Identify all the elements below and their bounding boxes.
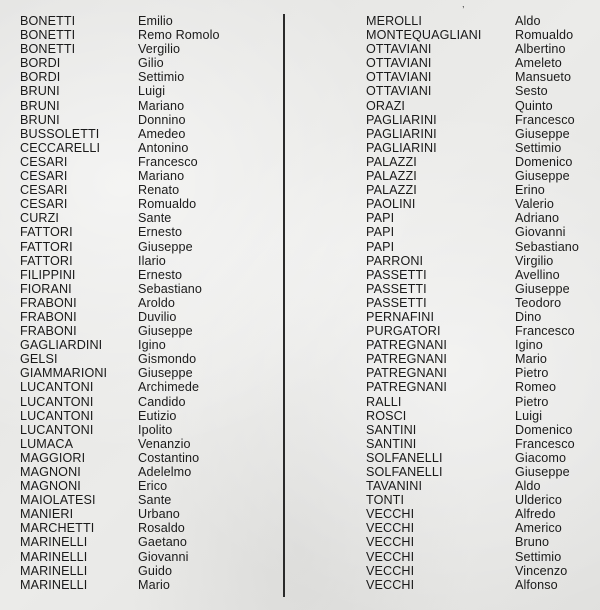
- given-name: Gilio: [138, 56, 164, 71]
- given-name: Adelelmo: [138, 465, 192, 479]
- surname: FRABONI: [20, 309, 77, 324]
- surname: VECCHI: [366, 563, 415, 578]
- surname: OTTAVIANI: [366, 42, 432, 57]
- given-name: Alfonso: [515, 577, 558, 592]
- surname: CESARI: [20, 154, 68, 169]
- given-name: Giovanni: [515, 225, 566, 240]
- surname: BORDI: [20, 70, 61, 85]
- surname: PAPI: [366, 225, 395, 240]
- given-name: Domenico: [515, 422, 573, 437]
- surname: MARINELLI: [20, 563, 88, 578]
- given-name: Renato: [138, 183, 180, 198]
- surname: CESARI: [20, 183, 68, 198]
- column-divider: [283, 14, 285, 597]
- given-name: Luigi: [515, 408, 543, 423]
- surname: MARINELLI: [20, 535, 88, 550]
- given-name: Venanzio: [138, 436, 191, 451]
- surname: MARINELLI: [20, 577, 88, 592]
- given-name: Mariano: [138, 98, 185, 113]
- surname: VECCHI: [366, 535, 415, 550]
- given-name: Francesco: [515, 324, 575, 339]
- surname: PAGLIARINI: [366, 140, 437, 155]
- given-name: Rosaldo: [138, 521, 185, 536]
- given-name: Sante: [138, 211, 172, 226]
- surname: BRUNI: [20, 84, 60, 99]
- surname: PATREGNANI: [366, 380, 448, 395]
- surname: PURGATORI: [366, 324, 441, 339]
- given-name: Americo: [515, 521, 562, 536]
- given-name: Sebastiano: [138, 281, 203, 296]
- given-name: Pietro: [515, 394, 549, 409]
- given-name: Giacomo: [515, 450, 567, 465]
- surname: MAGNONI: [20, 465, 81, 479]
- surname: ROSCI: [366, 408, 407, 423]
- surname: PERNAFINI: [366, 309, 435, 324]
- given-name: Luigi: [138, 84, 166, 99]
- given-name: Aroldo: [138, 295, 176, 310]
- surname: PATREGNANI: [366, 338, 448, 353]
- surname: GELSI: [20, 352, 58, 367]
- given-name: Giuseppe: [515, 169, 570, 184]
- surname: BORDI: [20, 56, 61, 71]
- left-given-name-column: [138, 14, 220, 592]
- surname: PAGLIARINI: [366, 112, 437, 127]
- given-name: Domenico: [515, 154, 573, 169]
- right-given-name-column: [515, 14, 579, 592]
- given-name: Giuseppe: [138, 239, 193, 254]
- given-name: Mariano: [138, 169, 185, 184]
- given-name: Ulderico: [515, 493, 562, 508]
- surname: PAOLINI: [366, 197, 416, 212]
- given-name: Mansueto: [515, 70, 572, 85]
- top-edge-fragment: ,: [462, 0, 465, 9]
- surname: BONETTI: [20, 14, 76, 28]
- surname: PATREGNANI: [366, 366, 448, 381]
- given-name: Giuseppe: [515, 126, 570, 141]
- left-surname-column: [20, 14, 107, 592]
- given-name: Adriano: [515, 211, 560, 226]
- given-name: Pietro: [515, 366, 549, 381]
- given-name: Francesco: [515, 112, 575, 127]
- given-name: Alfredo: [515, 507, 556, 522]
- surname: RALLI: [366, 394, 402, 409]
- given-name: Igino: [515, 338, 543, 353]
- surname: OTTAVIANI: [366, 70, 432, 85]
- surname: SOLFANELLI: [366, 450, 443, 465]
- surname: LUCANTONI: [20, 380, 94, 395]
- given-name: Bruno: [515, 535, 550, 550]
- surname: LUCANTONI: [20, 408, 94, 423]
- surname: SANTINI: [366, 422, 417, 437]
- surname: OTTAVIANI: [366, 56, 432, 71]
- surname: FATTORI: [20, 225, 73, 240]
- given-name: Giuseppe: [138, 324, 193, 339]
- given-name: Archimede: [138, 380, 200, 395]
- surname: BONETTI: [20, 42, 76, 57]
- surname: ORAZI: [366, 98, 405, 113]
- given-name: Teodoro: [515, 295, 562, 310]
- given-name: Antonino: [138, 140, 189, 155]
- surname: MEROLLI: [366, 14, 422, 28]
- surname: MARCHETTI: [20, 521, 95, 536]
- given-name: Avellino: [515, 267, 560, 282]
- given-name: Romeo: [515, 380, 557, 395]
- given-name: Giuseppe: [515, 281, 570, 296]
- given-name: Urbano: [138, 507, 180, 522]
- given-name: Francesco: [138, 154, 198, 169]
- surname: MAGGIORI: [20, 450, 86, 465]
- given-name: Mario: [515, 352, 547, 367]
- surname: MANIERI: [20, 507, 74, 522]
- surname: PALAZZI: [366, 169, 417, 184]
- surname: TONTI: [366, 493, 405, 508]
- given-name: Albertino: [515, 42, 566, 57]
- surname: OTTAVIANI: [366, 84, 432, 99]
- surname: PAGLIARINI: [366, 126, 437, 141]
- given-name: Emilio: [138, 14, 173, 28]
- surname: FRABONI: [20, 295, 77, 310]
- given-name: Dino: [515, 309, 542, 324]
- given-name: Vincenzo: [515, 563, 568, 578]
- given-name: Mario: [138, 577, 170, 592]
- surname: MONTEQUAGLIANI: [366, 28, 482, 43]
- surname: VECCHI: [366, 577, 415, 592]
- surname: CESARI: [20, 169, 68, 184]
- given-name: Romualdo: [515, 28, 574, 43]
- surname: PALAZZI: [366, 183, 417, 198]
- surname: TAVANINI: [366, 479, 423, 494]
- surname: BONETTI: [20, 28, 76, 43]
- surname: PATREGNANI: [366, 352, 448, 367]
- given-name: Vergilio: [138, 42, 181, 57]
- surname: PARRONI: [366, 253, 424, 268]
- given-name: Settimio: [138, 70, 185, 85]
- given-name: Francesco: [515, 436, 575, 451]
- given-name: Ernesto: [138, 267, 183, 282]
- given-name: Settimio: [515, 140, 562, 155]
- given-name: Gismondo: [138, 352, 197, 367]
- given-name: Ilario: [138, 253, 166, 268]
- given-name: Eutizio: [138, 408, 177, 423]
- surname: FRABONI: [20, 324, 77, 339]
- given-name: Erino: [515, 183, 545, 198]
- surname: VECCHI: [366, 507, 415, 522]
- surname: CURZI: [20, 211, 59, 226]
- given-name: Ernesto: [138, 225, 183, 240]
- given-name: Settimio: [515, 549, 562, 564]
- surname: LUCANTONI: [20, 394, 94, 409]
- surname: FIORANI: [20, 281, 72, 296]
- given-name: Ameleto: [515, 56, 562, 71]
- surname: BRUNI: [20, 112, 60, 127]
- surname: GAGLIARDINI: [20, 338, 103, 353]
- surname: LUMACA: [20, 436, 74, 451]
- given-name: Giovanni: [138, 549, 189, 564]
- surname: BRUNI: [20, 98, 60, 113]
- surname: PALAZZI: [366, 154, 417, 169]
- given-name: Costantino: [138, 450, 200, 465]
- surname: FATTORI: [20, 239, 73, 254]
- surname: LUCANTONI: [20, 422, 94, 437]
- given-name: Duvilio: [138, 309, 177, 324]
- given-name: Sante: [138, 493, 172, 508]
- given-name: Igino: [138, 338, 166, 353]
- given-name: Sesto: [515, 84, 548, 99]
- right-surname-column: [366, 14, 481, 592]
- surname: PAPI: [366, 211, 395, 226]
- surname: FILIPPINI: [20, 267, 76, 282]
- given-name: Aldo: [515, 14, 541, 28]
- given-name: Erico: [138, 479, 168, 494]
- given-name: Giuseppe: [515, 465, 570, 479]
- given-name: Candido: [138, 394, 186, 409]
- surname: BUSSOLETTI: [20, 126, 100, 141]
- given-name: Gaetano: [138, 535, 188, 550]
- given-name: Quinto: [515, 98, 553, 113]
- surname: PAPI: [366, 239, 395, 254]
- surname: MARINELLI: [20, 549, 88, 564]
- surname: CESARI: [20, 197, 68, 212]
- given-name: Aldo: [515, 479, 541, 494]
- given-name: Valerio: [515, 197, 554, 212]
- surname: PASSETTI: [366, 267, 427, 282]
- surname: MAIOLATESI: [20, 493, 96, 508]
- surname: SOLFANELLI: [366, 465, 443, 479]
- given-name: Virgilio: [515, 253, 554, 268]
- surname: CECCARELLI: [20, 140, 101, 155]
- surname: VECCHI: [366, 521, 415, 536]
- given-name: Amedeo: [138, 126, 186, 141]
- given-name: Giuseppe: [138, 366, 193, 381]
- surname: PASSETTI: [366, 295, 427, 310]
- surname: SANTINI: [366, 436, 417, 451]
- surname: VECCHI: [366, 549, 415, 564]
- surname: MAGNONI: [20, 479, 81, 494]
- surname: PASSETTI: [366, 281, 427, 296]
- given-name: Remo Romolo: [138, 28, 220, 43]
- given-name: Donnino: [138, 112, 186, 127]
- given-name: Romualdo: [138, 197, 197, 212]
- surname: GIAMMARIONI: [20, 366, 108, 381]
- given-name: Ipolito: [138, 422, 173, 437]
- given-name: Sebastiano: [515, 239, 580, 254]
- surname: FATTORI: [20, 253, 73, 268]
- given-name: Guido: [138, 563, 173, 578]
